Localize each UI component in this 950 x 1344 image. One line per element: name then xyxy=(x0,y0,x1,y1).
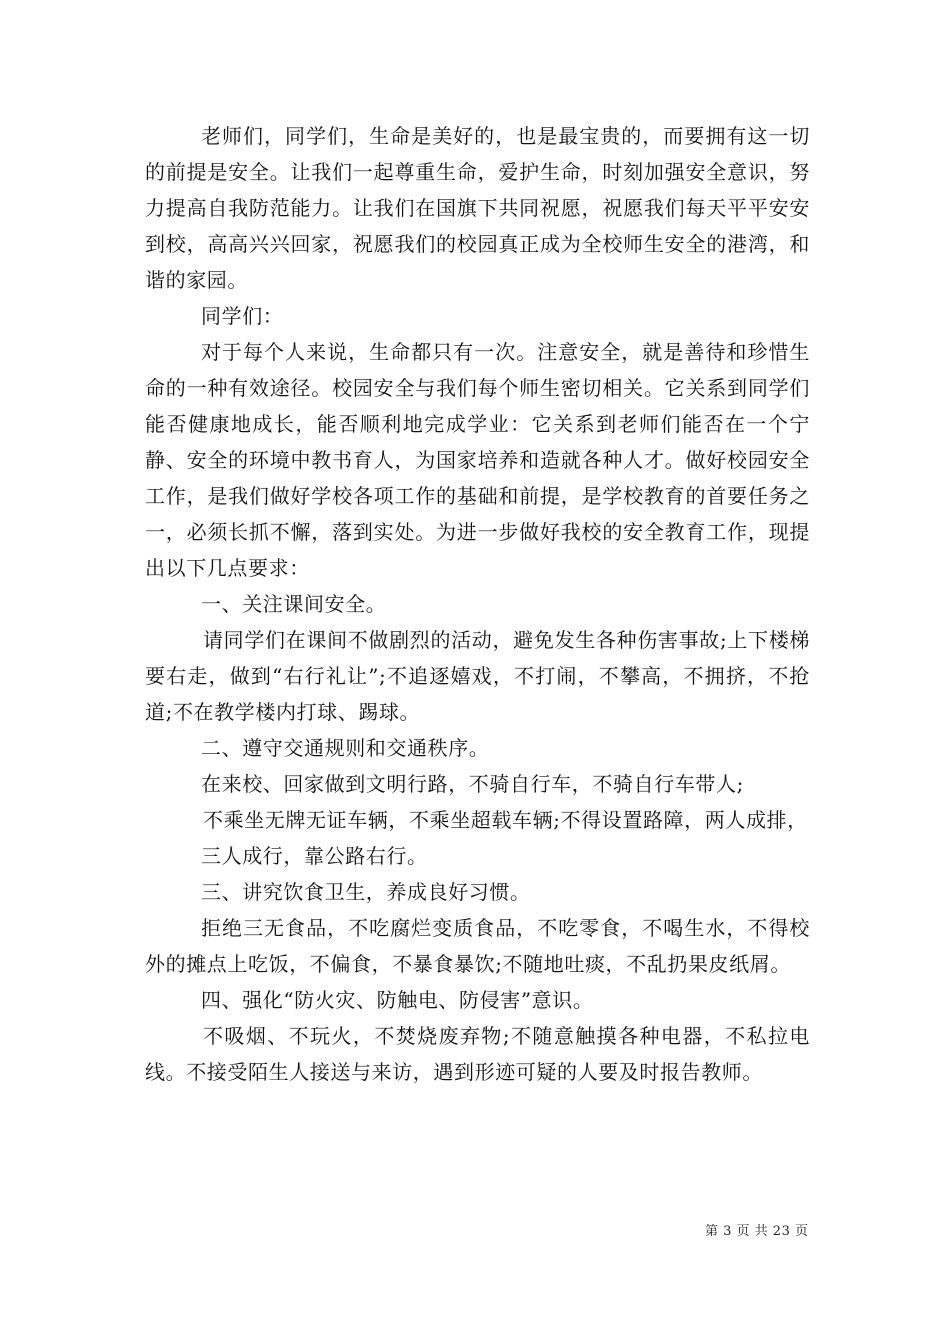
page-number: 第 3 页 共 23 页 xyxy=(705,1224,809,1239)
heading-recess-safety: 一、关注课间安全。 xyxy=(201,592,387,616)
paragraph-traffic-rule-2: 不乘坐无牌无证车辆，不乘坐超载车辆;不得设置路障，两人成排， xyxy=(203,808,808,832)
paragraph-safety-intro: 对于每个人来说，生命都只有一次。注意安全，就是善待和珍惜生命的一种有效途径。校园安全与我们每个师生密切相关。它关系到同学们能否健康地成长，能否顺利地完成学业：它关系到老师们能否在一个宁静、安全的环境中教书育人，为国家培养和造就各种人才。做好校园安全工作，是我们做好学校各项工作的基础和前提，是学校教育的首要任务之一，必须长抓不懈，落到实处。为进一步做好我校的安全教育工作，现提出以下几点要求： xyxy=(145,340,810,580)
paragraph-closing-wishes: 老师们，同学们，生命是美好的，也是最宝贵的，而要拥有这一切的前提是安全。让我们一起尊重生命，爱护生命，时刻加强安全意识，努力提高自我防范能力。让我们在国旗下共同祝愿，祝愿我们每天平平安安到校，高高兴兴回家，祝愿我们的校园真正成为全校师生安全的港湾，和谐的家园。 xyxy=(145,124,810,292)
heading-fire-electric-safety: 四、强化“防火灾、防触电、防侵害”意识。 xyxy=(201,988,594,1012)
paragraph-traffic-rule-1: 在来校、回家做到文明行路，不骑自行车，不骑自行车带人; xyxy=(201,772,744,796)
paragraph-traffic-rule-3: 三人成行，靠公路右行。 xyxy=(201,844,428,868)
document-body xyxy=(145,118,810,1090)
paragraph-fire-electric-rules: 不吸烟、不玩火，不焚烧废弃物;不随意触摸各种电器，不私拉电线。不接受陌生人接送与来访，遇到形迹可疑的人要及时报告教师。 xyxy=(145,1024,810,1084)
paragraph-recess-rules: 请同学们在课间不做剧烈的活动，避免发生各种伤害事故;上下楼梯要右走，做到“右行礼让”;不追逐嬉戏，不打闹，不攀高，不拥挤，不抢道;不在教学楼内打球、踢球。 xyxy=(145,628,810,724)
paragraph-food-rules: 拒绝三无食品，不吃腐烂变质食品，不吃零食，不喝生水，不得校外的摊点上吃饭，不偏食，不暴食暴饮;不随地吐痰，不乱扔果皮纸屑。 xyxy=(145,916,810,976)
heading-food-hygiene: 三、讲究饮食卫生，养成良好习惯。 xyxy=(201,880,531,904)
paragraph-salutation: 同学们： xyxy=(201,304,284,328)
heading-traffic-rules: 二、遵守交通规则和交通秩序。 xyxy=(201,736,490,760)
